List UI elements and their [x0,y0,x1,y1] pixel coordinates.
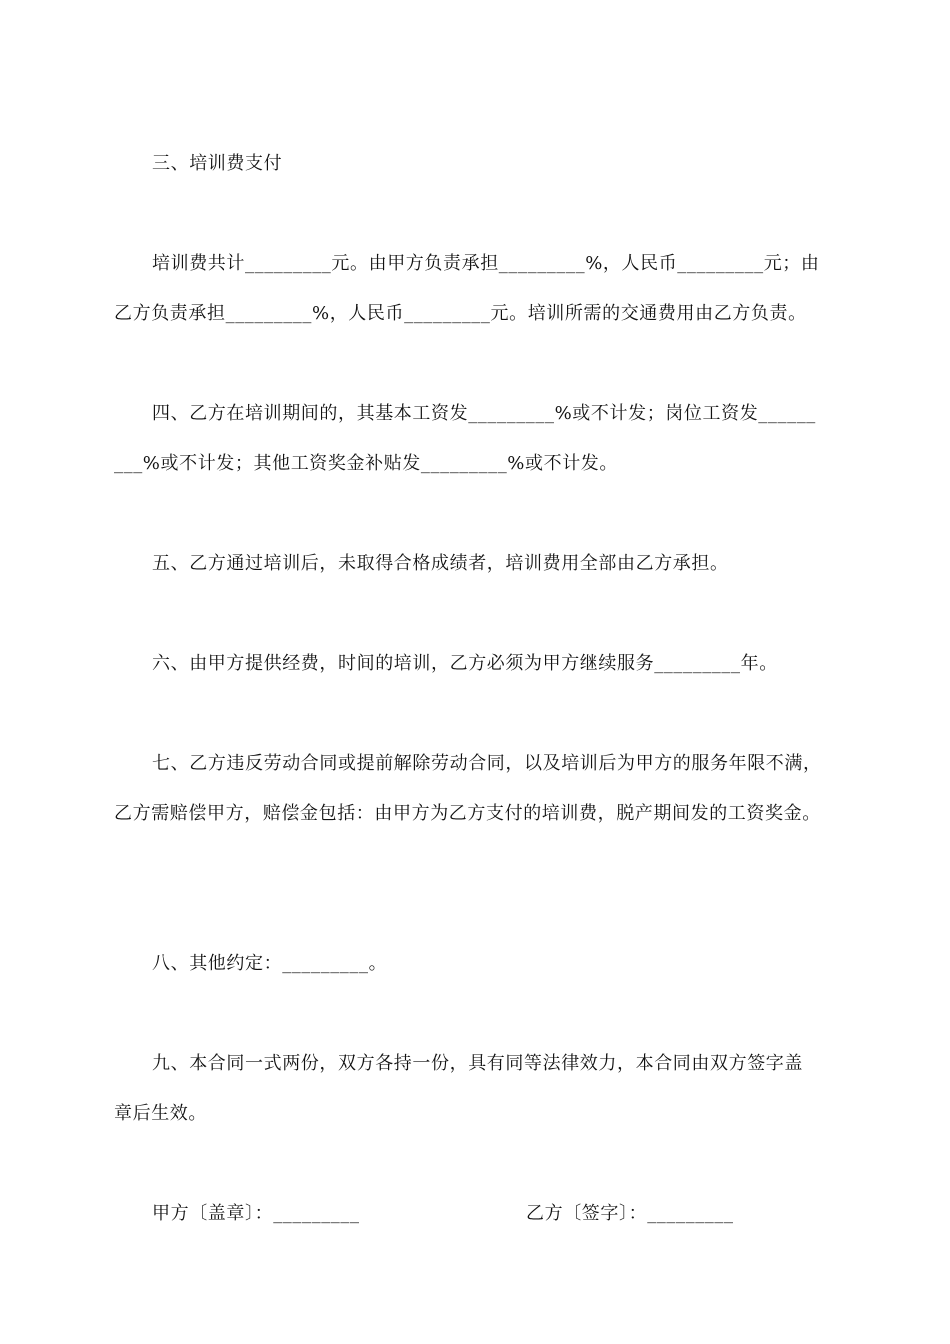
clause-8: 八、其他约定：_________。 [152,953,388,974]
clause-7-line-1: 七、乙方违反劳动合同或提前解除劳动合同，以及培训后为甲方的服务年限不满， [152,753,822,774]
clause-4-line-2: ___%或不计发；其他工资奖金补贴发_________%或不计发。 [114,453,619,474]
signature-party-b: 乙方〔签字〕：_________ [526,1203,734,1224]
clause-9-line-2: 章后生效。 [114,1103,207,1124]
training-fee-line-1: 培训费共计_________元。由甲方负责承担_________%，人民币_________元；由 [152,253,820,274]
clause-4-line-1: 四、乙方在培训期间的，其基本工资发_________%或不计发；岗位工资发______ [152,403,816,424]
clause-6: 六、由甲方提供经费，时间的培训，乙方必须为甲方继续服务_________年。 [152,653,778,674]
clause-9-line-1: 九、本合同一式两份，双方各持一份，具有同等法律效力，本合同由双方签字盖 [152,1053,803,1074]
clause-7-line-2: 乙方需赔偿甲方，赔偿金包括：由甲方为乙方支付的培训费，脱产期间发的工资奖金。 [114,803,821,824]
training-fee-line-2: 乙方负责承担_________%，人民币_________元。培训所需的交通费用由乙方负责。 [114,303,807,324]
section-heading-training-fee: 三、培训费支付 [152,153,283,174]
signature-party-a: 甲方〔盖章〕：_________ [152,1203,360,1224]
clause-5: 五、乙方通过培训后，未取得合格成绩者，培训费用全部由乙方承担。 [152,553,729,574]
